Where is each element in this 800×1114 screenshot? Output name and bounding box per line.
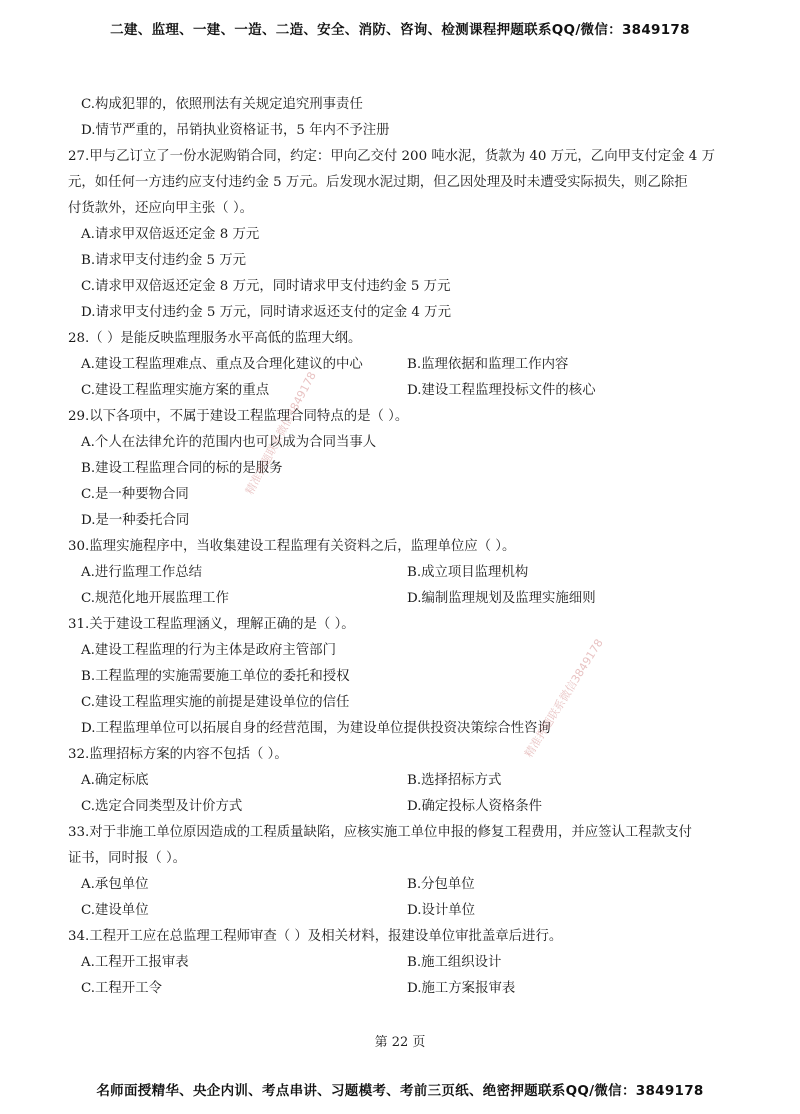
option-line: A.请求甲双倍返还定金 8 万元 xyxy=(81,227,260,242)
option-a: A.工程开工报审表 xyxy=(81,955,189,970)
option-row xyxy=(68,768,758,794)
question-33-cont: 证书，同时报（ ）。 xyxy=(68,851,187,866)
option-row xyxy=(68,872,758,898)
option-b: B.选择招标方式 xyxy=(407,773,502,788)
option-a: A.承包单位 xyxy=(81,877,149,892)
option-b: B.成立项目监理机构 xyxy=(407,565,529,580)
option-c: C.建设工程监理实施方案的重点 xyxy=(81,383,270,398)
option-line: D.工程监理单位可以拓展自身的经营范围，为建设单位提供投资决策综合性咨询 xyxy=(81,721,551,736)
option-line: C.请求甲双倍返还定金 8 万元，同时请求甲支付违约金 5 万元 xyxy=(81,279,451,294)
question-32: 32.监理招标方案的内容不包括（ ）。 xyxy=(68,747,288,762)
option-row xyxy=(68,976,758,1002)
option-row xyxy=(68,378,758,404)
page-footer: 名师面授精华、央企内训、考点串讲、习题模考、考前三页纸、绝密押题联系QQ/微信：3849178 xyxy=(96,1083,704,1099)
page-number: 第 22 页 xyxy=(374,1035,426,1050)
option-d: D.建设工程监理投标文件的核心 xyxy=(407,383,596,398)
option-line: D.是一种委托合同 xyxy=(81,513,190,528)
question-30: 30.监理实施程序中，当收集建设工程监理有关资料之后，监理单位应（ ）。 xyxy=(68,539,516,554)
question-28: 28.（ ）是能反映监理服务水平高低的监理大纲。 xyxy=(68,331,362,346)
option-line: B.工程监理的实施需要施工单位的委托和授权 xyxy=(81,669,350,684)
option-row xyxy=(68,950,758,976)
option-a: A.进行监理工作总结 xyxy=(81,565,203,580)
option-b: B.分包单位 xyxy=(407,877,475,892)
question-31: 31.关于建设工程监理涵义，理解正确的是（ ）。 xyxy=(68,617,355,632)
option-c: C.建设单位 xyxy=(81,903,149,918)
question-33: 33.对于非施工单位原因造成的工程质量缺陷，应核实施工单位申报的修复工程费用，并应签认工程款支付 xyxy=(68,825,692,840)
option-line: A.建设工程监理的行为主体是政府主管部门 xyxy=(81,643,336,658)
option-line: D.请求甲支付违约金 5 万元，同时请求返还支付的定金 4 万元 xyxy=(81,305,451,320)
option-c: C.规范化地开展监理工作 xyxy=(81,591,229,606)
question-29: 29.以下各项中，不属于建设工程监理合同特点的是（ ）。 xyxy=(68,409,409,424)
question-content xyxy=(68,92,758,1002)
option-d: D.设计单位 xyxy=(407,903,476,918)
option-a: A.建设工程监理难点、重点及合理化建议的中心 xyxy=(81,357,363,372)
option-a: A.确定标底 xyxy=(81,773,149,788)
option-line: D.情节严重的，吊销执业资格证书，5 年内不予注册 xyxy=(81,123,390,138)
page-header: 二建、监理、一建、一造、二造、安全、消防、咨询、检测课程押题联系QQ/微信：3849178 xyxy=(110,22,690,38)
option-b: B.监理依据和监理工作内容 xyxy=(407,357,569,372)
option-line: C.是一种要物合同 xyxy=(81,487,189,502)
option-c: C.工程开工令 xyxy=(81,981,162,996)
option-line: B.建设工程监理合同的标的是服务 xyxy=(81,461,283,476)
option-d: D.编制监理规划及监理实施细则 xyxy=(407,591,596,606)
option-line: B.请求甲支付违约金 5 万元 xyxy=(81,253,247,268)
option-row xyxy=(68,794,758,820)
option-c: C.选定合同类型及计价方式 xyxy=(81,799,243,814)
question-34: 34.工程开工应在总监理工程师审查（ ）及相关材料，报建设单位审批盖章后进行。 xyxy=(68,929,563,944)
option-line: C.建设工程监理实施的前提是建设单位的信任 xyxy=(81,695,350,710)
question-27: 27.甲与乙订立了一份水泥购销合同，约定：甲向乙交付 200 吨水泥，货款为 40 万元，乙向甲支付定金 4 万 xyxy=(68,149,715,164)
watermark: 精准押题联系微信3849178 xyxy=(522,636,606,760)
question-27-cont: 付货款外，还应向甲主张（ ）。 xyxy=(68,201,254,216)
option-row xyxy=(68,352,758,378)
option-line: A.个人在法律允许的范围内也可以成为合同当事人 xyxy=(81,435,377,450)
option-row xyxy=(68,586,758,612)
option-d: D.施工方案报审表 xyxy=(407,981,516,996)
option-d: D.确定投标人资格条件 xyxy=(407,799,543,814)
option-b: B.施工组织设计 xyxy=(407,955,502,970)
option-row xyxy=(68,560,758,586)
question-27-cont: 元，如任何一方违约应支付违约金 5 万元。后发现水泥过期，但乙因处理及时未遭受实际损失，则乙除拒 xyxy=(68,175,688,190)
watermark: 精准押题联系微信3849178 xyxy=(243,369,319,497)
option-line: C.构成犯罪的，依照刑法有关规定追究刑事责任 xyxy=(81,97,363,112)
option-row xyxy=(68,898,758,924)
